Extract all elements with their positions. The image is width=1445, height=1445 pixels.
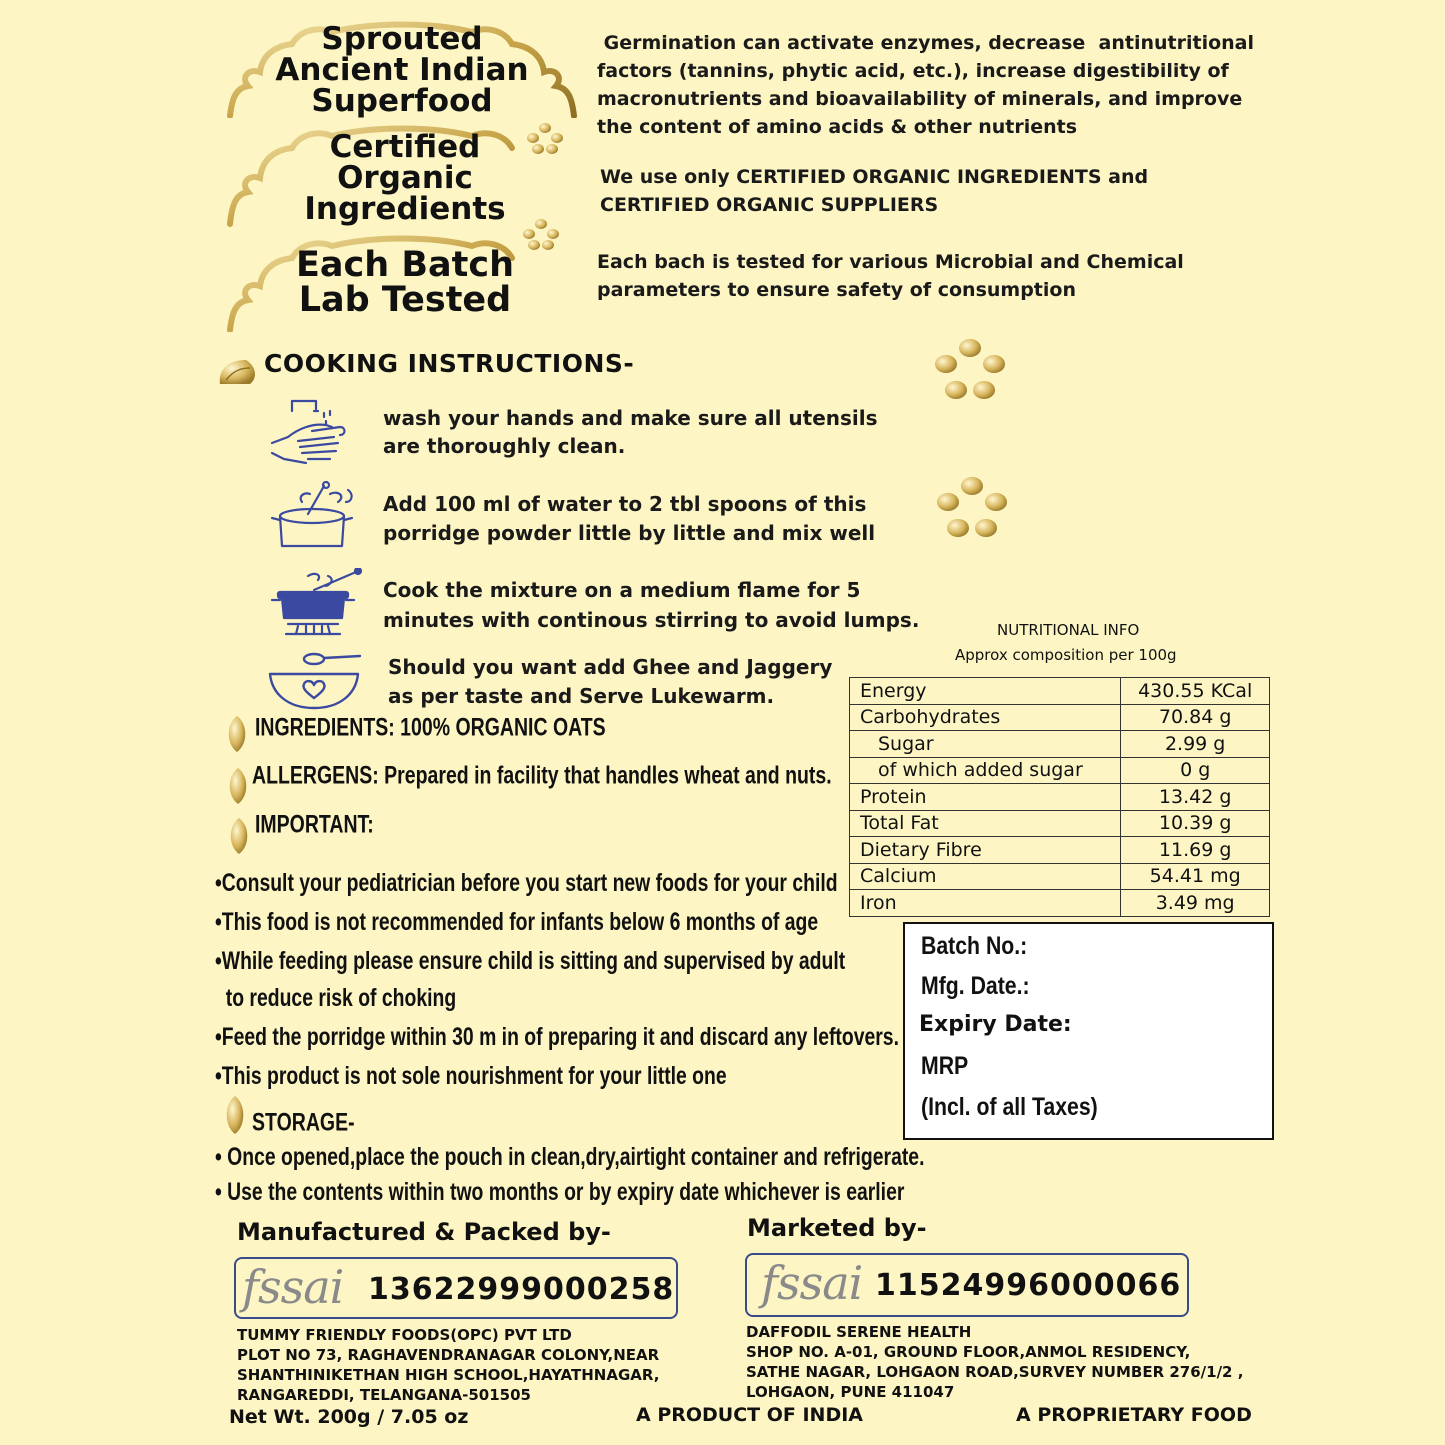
nutrient-value: 11.69 g — [1121, 837, 1270, 864]
address-line: RANGAREDDI, TELANGANA-501505 — [237, 1386, 531, 1404]
cooking-step-4 — [388, 653, 832, 711]
list-item: •This food is not recommended for infants below 6 months of age — [215, 908, 819, 936]
list-item: •Feed the porridge within 30 m in of preparing it and discard any leftovers. — [215, 1023, 899, 1051]
nutrient-name: Energy — [850, 678, 1121, 705]
hand-wash-icon — [268, 393, 350, 465]
fssai-license-number: 11524996000066 — [875, 1268, 1182, 1303]
step-line: Should you want add Ghee and Jaggery — [388, 655, 833, 679]
address-line: LOHGAON, PUNE 411047 — [746, 1383, 955, 1401]
nutrient-name: Sugar — [850, 731, 1121, 758]
ingredients-text: INGREDIENTS: 100% ORGANIC OATS — [255, 713, 606, 742]
nutrient-value: 13.42 g — [1121, 784, 1270, 811]
address-line: PLOT NO 73, RAGHAVENDRANAGAR COLONY,NEAR — [237, 1346, 660, 1364]
fssai-badge-marketer — [745, 1253, 1189, 1317]
nutrient-name: of which added sugar — [850, 757, 1121, 784]
text-line: factors (tannins, phytic acid, etc.), increase digestibility of — [597, 60, 1229, 82]
product-origin: A PRODUCT OF INDIA — [636, 1404, 864, 1426]
seed-cluster-icon — [930, 474, 1014, 542]
table-row — [850, 678, 1270, 705]
bowl-spoon-heart-icon — [266, 650, 364, 712]
list-item: to reduce risk of choking — [215, 984, 457, 1012]
feature-text-1 — [597, 29, 1254, 141]
seed-cluster-icon — [520, 216, 562, 252]
step-line: wash your hands and make sure all utensils — [383, 406, 878, 430]
step-line: Cook the mixture on a medium flame for 5 — [383, 578, 861, 602]
address-line: SHOP NO. A-01, GROUND FLOOR,ANMOL RESIDENCY, — [746, 1343, 1191, 1361]
nutrient-value: 0 g — [1121, 757, 1270, 784]
step-line: Add 100 ml of water to 2 tbl spoons of this — [383, 492, 867, 516]
expiry-date-label: Expiry Date: — [919, 1012, 1072, 1037]
list-item: • Use the contents within two months or by expiry date whichever is earlier — [215, 1178, 905, 1206]
nutrient-name: Carbohydrates — [850, 704, 1121, 731]
cooking-pot-flame-icon — [270, 568, 370, 636]
manufacturer-title: Manufactured & Packed by- — [237, 1218, 611, 1246]
feature-text-3 — [597, 248, 1184, 304]
step-line: porridge powder little by little and mix well — [383, 521, 876, 545]
batch-info-box — [903, 922, 1274, 1140]
nutrient-value: 3.49 mg — [1121, 890, 1270, 917]
fssai-logo: fssai — [761, 1256, 863, 1310]
taxes-label: (Incl. of all Taxes) — [921, 1093, 1098, 1121]
list-item: •This product is not sole nourishment for your little one — [215, 1062, 727, 1090]
table-row — [850, 757, 1270, 784]
nutrient-value: 430.55 KCal — [1121, 678, 1270, 705]
seed-leaf-icon — [226, 816, 252, 856]
feature-heading-1 — [222, 18, 582, 118]
text-line: CERTIFIED ORGANIC SUPPLIERS — [600, 194, 939, 216]
address-line: SHANTHINIKETHAN HIGH SCHOOL,HAYATHNAGAR, — [237, 1366, 660, 1384]
nutrient-name: Dietary Fibre — [850, 837, 1121, 864]
feature-heading-line: Lab Tested — [298, 280, 512, 320]
feature-heading-line: Each Batch — [295, 245, 515, 285]
feature-heading-line: Superfood — [311, 83, 493, 119]
table-row — [850, 890, 1270, 917]
feature-heading-line: Organic — [337, 160, 473, 196]
net-weight: Net Wt. 200g / 7.05 oz — [229, 1406, 469, 1428]
step-line: as per taste and Serve Lukewarm. — [388, 684, 775, 708]
feature-text-2 — [600, 163, 1148, 219]
cooking-title: COOKING INSTRUCTIONS- — [264, 349, 635, 378]
feature-heading-line: Ingredients — [304, 191, 506, 227]
marketer-address — [746, 1322, 1243, 1402]
list-item: •While feeding please ensure child is sitting and supervised by adult — [215, 947, 846, 975]
seed-leaf-icon — [222, 1094, 248, 1136]
text-line: We use only CERTIFIED ORGANIC INGREDIENTS and — [600, 166, 1149, 188]
storage-title: STORAGE- — [252, 1108, 355, 1137]
fssai-badge-manufacturer — [234, 1257, 678, 1319]
seed-leaf-icon — [224, 714, 250, 754]
text-line: Germination can activate enzymes, decrease antinutritional — [597, 32, 1255, 54]
pot-stir-icon — [268, 480, 358, 554]
allergens-text: ALLERGENS: Prepared in facility that handles wheat and nuts. — [252, 761, 832, 790]
table-row — [850, 863, 1270, 890]
fssai-logo: fssai — [242, 1260, 344, 1314]
mrp-label: MRP — [921, 1052, 969, 1080]
nutrition-table — [849, 677, 1270, 917]
proprietary-food: A PROPRIETARY FOOD — [1016, 1404, 1252, 1426]
table-row — [850, 810, 1270, 837]
list-item: •Consult your pediatrician before you start new foods for your child — [215, 869, 838, 897]
cooking-step-1 — [383, 404, 878, 460]
manufacturer-address — [237, 1325, 659, 1405]
step-line: minutes with continous stirring to avoid lumps. — [383, 608, 920, 632]
nutrient-name: Calcium — [850, 863, 1121, 890]
nutrition-title: NUTRITIONAL INFO — [997, 621, 1140, 639]
nutrient-name: Iron — [850, 890, 1121, 917]
feature-heading-line: Ancient Indian — [275, 52, 529, 88]
nutrient-value: 10.39 g — [1121, 810, 1270, 837]
text-line: the content of amino acids & other nutrients — [597, 116, 1078, 138]
table-row — [850, 731, 1270, 758]
mfg-date-label: Mfg. Date.: — [921, 972, 1030, 1000]
table-row — [850, 704, 1270, 731]
fssai-license-number: 13622999000258 — [368, 1272, 675, 1307]
text-line: parameters to ensure safety of consumption — [597, 279, 1076, 301]
nutrient-value: 54.41 mg — [1121, 863, 1270, 890]
cooking-step-3 — [383, 575, 919, 635]
nutrient-value: 70.84 g — [1121, 704, 1270, 731]
address-line: TUMMY FRIENDLY FOODS(OPC) PVT LTD — [237, 1326, 572, 1344]
seed-cluster-icon — [928, 336, 1012, 404]
address-line: DAFFODIL SERENE HEALTH — [746, 1323, 972, 1341]
text-line: macronutrients and bioavailability of minerals, and improve — [597, 88, 1243, 110]
step-line: are thoroughly clean. — [383, 434, 626, 458]
batch-number-label: Batch No.: — [921, 932, 1028, 960]
nutrient-value: 2.99 g — [1121, 731, 1270, 758]
storage-list — [215, 1140, 1130, 1210]
list-item: • Once opened,place the pouch in clean,dry,airtight container and refrigerate. — [215, 1143, 925, 1171]
cooking-step-2 — [383, 490, 875, 548]
seed-leaf-icon — [216, 356, 260, 388]
nutrient-name: Protein — [850, 784, 1121, 811]
nutrient-name: Total Fat — [850, 810, 1121, 837]
table-row — [850, 837, 1270, 864]
marketer-title: Marketed by- — [747, 1214, 927, 1242]
table-row — [850, 784, 1270, 811]
important-title: IMPORTANT: — [255, 810, 374, 839]
feature-heading-line: Certified — [329, 129, 481, 165]
nutrition-subtitle: Approx composition per 100g — [955, 646, 1177, 664]
feature-heading-line: Sprouted — [321, 21, 483, 57]
seed-leaf-icon — [224, 766, 252, 806]
address-line: SATHE NAGAR, LOHGAON ROAD,SURVEY NUMBER 276/1/2 , — [746, 1363, 1244, 1381]
seed-cluster-icon — [524, 120, 566, 156]
text-line: Each bach is tested for various Microbial and Chemical — [597, 251, 1184, 273]
